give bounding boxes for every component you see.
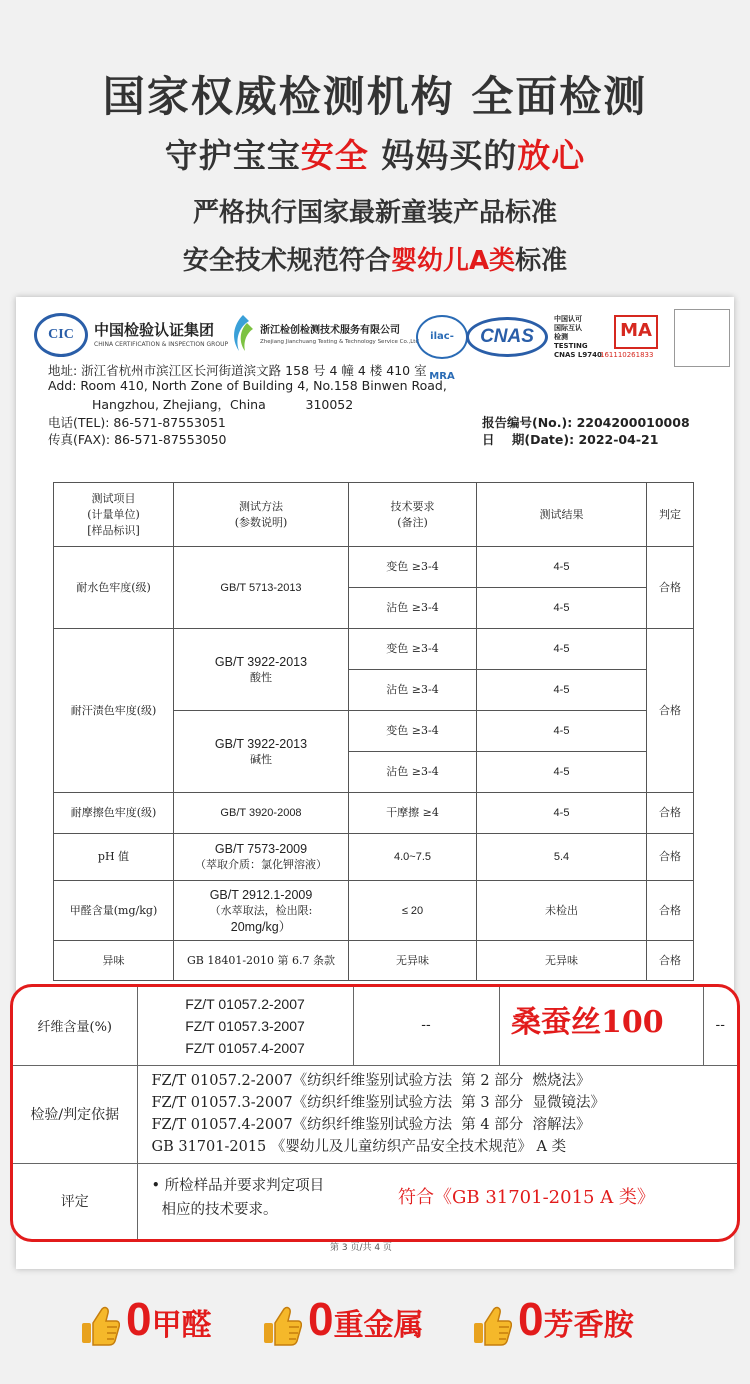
basis-label: 检验/判定依据: [13, 1065, 137, 1163]
headline-subtitle: 守护宝宝安全 妈妈买的放心: [164, 136, 586, 175]
fiber-requirement: --: [353, 987, 499, 1065]
header-result: 测试结果: [477, 483, 647, 547]
basis-row: [13, 1065, 737, 1163]
header-requirement: 技术要求 (备注): [349, 483, 477, 547]
address-en-2: Hangzhou, Zhejiang，China 310052: [92, 397, 354, 412]
badge-heavy-metal: 0重金属: [262, 1294, 424, 1344]
table-row: 沾色 ≥3-4 4-5: [54, 670, 694, 711]
page-number: 第 3 页/共 4 页: [330, 1243, 392, 1253]
table-row: pH 值 GB/T 7573-2009 （萃取介质：氯化钾溶液） 4.0~7.5 5.4 合格: [54, 834, 694, 881]
report-date: 日 期(Date): 2022-04-21: [482, 432, 659, 447]
headline-title: 国家权威检测机构 全面检测: [102, 72, 648, 121]
fax: 传真(FAX): 86-571-87553050: [48, 432, 227, 447]
badge-formaldehyde: 0甲醛: [80, 1294, 212, 1344]
badge-aromatic-amine: 0芳香胺: [472, 1294, 634, 1344]
table-row: 耐汗渍色牢度(级) GB/T 3922-2013 酸性 变色 ≥3-4 4-5 合格: [54, 629, 694, 670]
jianchuang-english-name: Zhejiang Jianchuang Testing & Technology Service Co.,Ltd: [260, 339, 419, 345]
highlight-box: [10, 984, 740, 1242]
table-row: 甲醛含量(mg/kg) GB/T 2912.1-2009 （水萃取法，检出限: 20mg/kg） ≤ 20 未检出 合格: [54, 881, 694, 941]
thumbs-up-icon: [80, 1305, 120, 1347]
table-row: 沾色 ≥3-4 4-5: [54, 588, 694, 629]
jianchuang-name: 浙江检创检测技术服务有限公司: [260, 325, 400, 336]
report-number: 报告编号(No.): 2204200010008: [482, 415, 690, 430]
table-row: 耐摩擦色牢度(级) GB/T 3920-2008 干摩擦 ≥4 4-5 合格: [54, 793, 694, 834]
cnas-text: 中国认可 国际互认 检测 TESTING CNAS L9740: [554, 315, 602, 359]
address-cn: 地址: 浙江省杭州市滨江区长河街道滨文路 158 号 4 幢 4 楼 410 室: [48, 363, 427, 378]
fiber-judgement: --: [703, 987, 737, 1065]
cic-logo: CIC: [34, 313, 88, 357]
jianchuang-logo-icon: [229, 313, 255, 353]
fiber-label: 纤维含量(%): [13, 987, 137, 1065]
headline-line4: 安全技术规范符合婴幼儿A类标准: [182, 246, 568, 276]
table-row: 异味 GB 18401-2010 第 6.7 条款 无异味 无异味 合格: [54, 941, 694, 981]
table-row: 耐水色牢度(级) GB/T 5713-2013 变色 ≥3-4 4-5 合格: [54, 547, 694, 588]
qr-code-icon: [674, 309, 730, 367]
cic-name: 中国检验认证集团: [94, 321, 215, 339]
table-row: GB/T 3922-2013 碱性 变色 ≥3-4 4-5: [54, 711, 694, 752]
fiber-methods: FZ/T 01057.2-2007 FZ/T 01057.3-2007 FZ/T 01057.4-2007: [137, 987, 353, 1065]
table-header-row: [54, 483, 694, 547]
ilac-mra-logo: ilac-MRA: [416, 315, 468, 359]
cma-number: 161110261833: [600, 351, 654, 359]
evaluation-highlight: 符合《GB 31701-2015 A 类》: [398, 1187, 655, 1208]
thumbs-up-icon: [262, 1305, 302, 1347]
cic-english-name: CHINA CERTIFICATION & INSPECTION GROUP: [94, 341, 229, 348]
telephone: 电话(TEL): 86-571-87553051: [48, 415, 226, 430]
test-results-table: [53, 482, 694, 981]
header-method: 测试方法 (参数说明): [174, 483, 349, 547]
cma-logo: MA: [614, 315, 658, 349]
header-item: 测试项目 (计量单位) [样品标识]: [54, 483, 174, 547]
thumbs-up-icon: [472, 1305, 512, 1347]
headline-line3: 严格执行国家最新童装产品标准: [192, 198, 557, 228]
evaluation-text: • 所检样品并要求判定项目 相应的技术要求。: [137, 1163, 737, 1239]
fiber-result-highlight: 桑蚕丝100: [511, 1005, 664, 1040]
table-row: 沾色 ≥3-4 4-5: [54, 752, 694, 793]
header-judgement: 判定: [647, 483, 694, 547]
basis-list: FZ/T 01057.2-2007《纺织纤维鉴别试验方法 第 2 部分 燃烧法》 FZ/T 01057.3-2007《纺织纤维鉴别试验方法 第 3 部分 显微镜法》 FZ/T 01057.4-2007《纺织纤维鉴别试验方法 第 4 部分 溶解法》 GB 31701-2015 《婴幼儿及儿童纺织产品安全技术规范》 A 类: [137, 1065, 737, 1163]
cnas-logo: CNAS: [466, 317, 548, 357]
address-en-1: Add: Room 410, North Zone of Building 4, No.158 Binwen Road,: [48, 378, 447, 393]
evaluation-label: 评定: [13, 1163, 137, 1239]
